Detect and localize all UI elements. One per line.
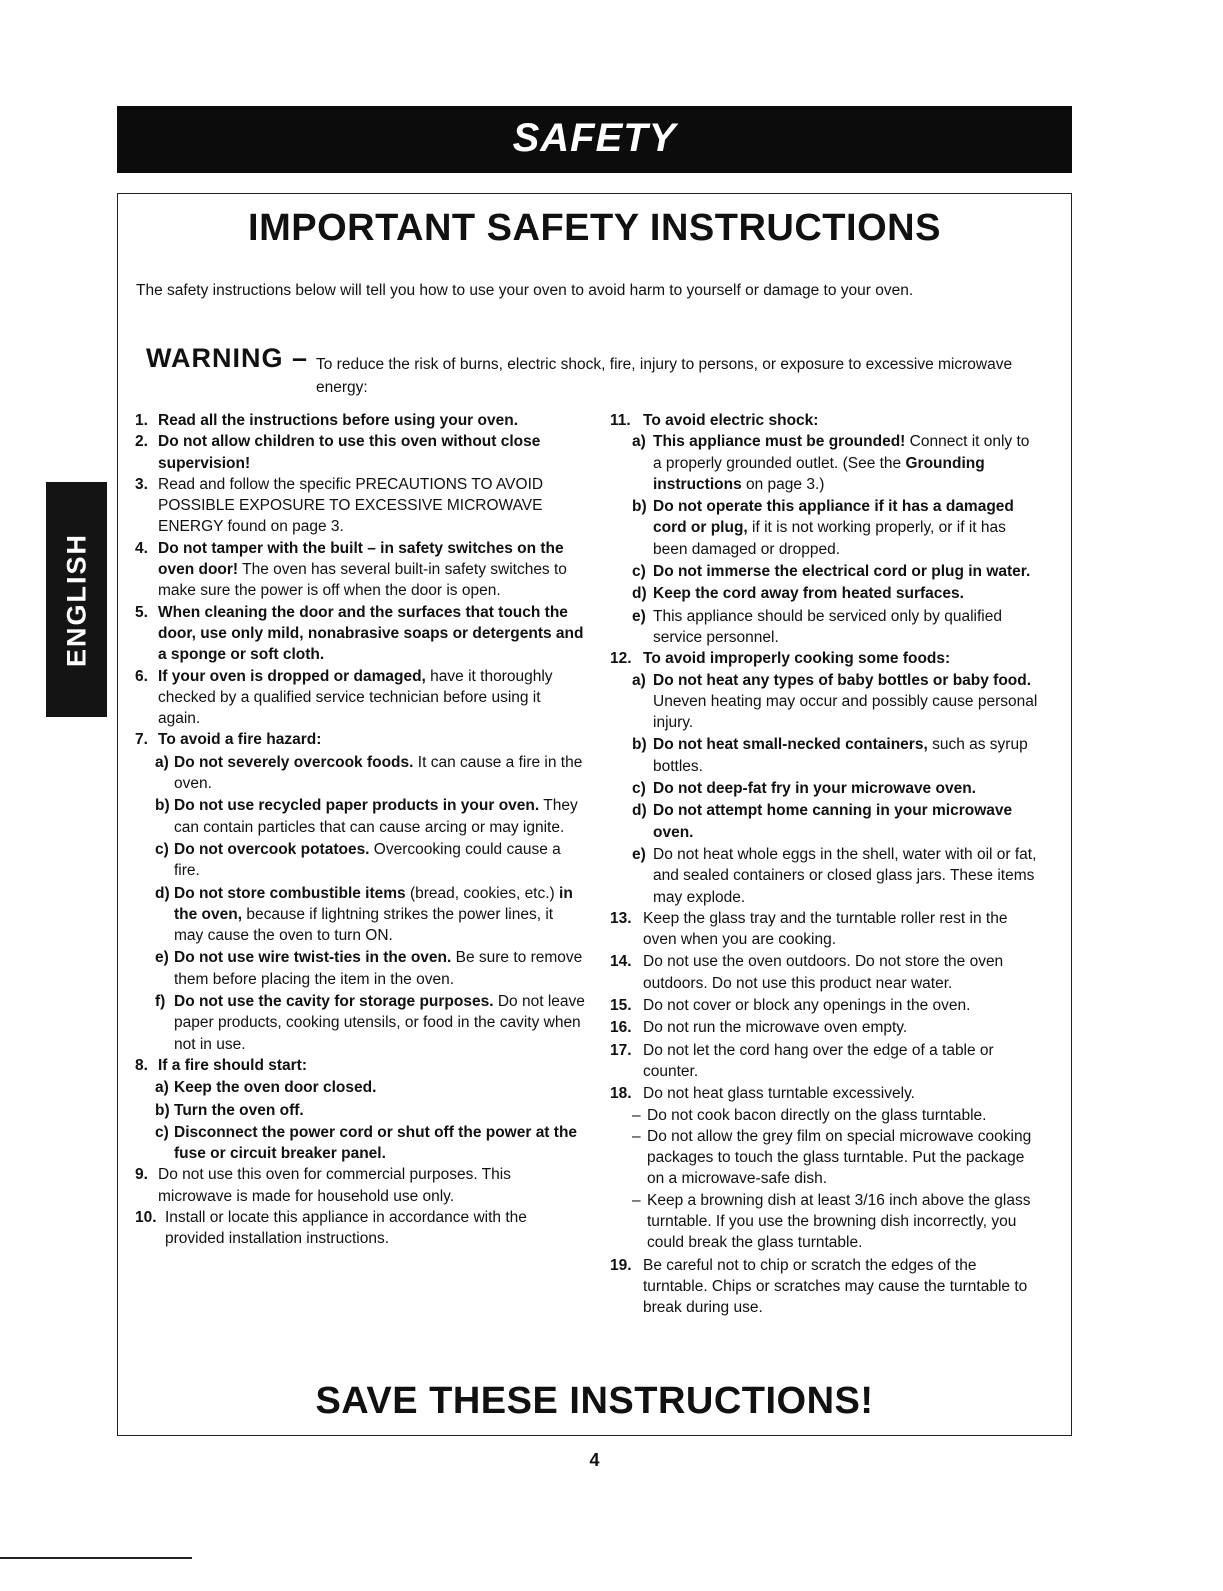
sub-item-letter: d): [632, 585, 647, 603]
sub-item-text: on page 3.): [741, 475, 825, 493]
sub-item-letter: a): [155, 1079, 169, 1097]
sub-item: [610, 778, 1042, 799]
sub-item-letter: c): [155, 1123, 169, 1141]
list-item: [610, 1255, 1042, 1319]
item-text: Keep the glass tray and the turntable roller rest in the oven when you are cooking.: [643, 909, 1008, 949]
sub-item: [135, 752, 585, 795]
page-number: 4: [589, 1450, 600, 1470]
item-text: When cleaning the door and the surfaces that touch the door, use only mild, nonabrasive soaps or detergents and a sponge or soft cloth.: [158, 603, 584, 664]
save-instructions-heading: SAVE THESE INSTRUCTIONS!: [315, 1380, 874, 1422]
sub-item: [610, 431, 1042, 495]
sub-item-text: Overcooking could cause a fire.: [174, 840, 561, 880]
sub-item: [610, 496, 1042, 560]
item-number: 17.: [610, 1041, 632, 1059]
item-number: 3.: [135, 475, 148, 493]
list-item: [135, 666, 585, 730]
sub-item-text: Disconnect the power cord or shut off the power at the fuse or circuit breaker panel.: [174, 1123, 578, 1163]
sub-item-text: Do not use wire twist-ties in the oven.: [174, 949, 452, 967]
item-text: have it thoroughly checked by a qualified service technician before using it again.: [158, 667, 553, 728]
sub-item-letter: a): [632, 671, 646, 689]
item-text: The oven has several built-in safety switches to make sure the power is off when the door is open.: [158, 561, 567, 600]
item-text: Do not use this oven for commercial purposes. This microwave is made for household use only.: [158, 1166, 511, 1205]
item-number: 19.: [610, 1256, 632, 1274]
sub-item-letter: e): [632, 607, 646, 625]
list-item: [135, 1164, 585, 1207]
language-tab-label: ENGLISH: [61, 532, 91, 667]
dash-item: [610, 1105, 1042, 1126]
item-number: 11.: [610, 412, 631, 429]
item-number: 2.: [135, 433, 148, 451]
dash-item-text: Keep a browning dish at least 3/16 inch above the glass turntable. If you use the browning dish incorrectly, you could break the glass turntable.: [647, 1191, 1031, 1252]
sub-item: [135, 1077, 585, 1098]
item-number: 6.: [135, 667, 148, 685]
item-number: 12.: [610, 650, 632, 668]
item-text: Do not let the cord hang over the edge of a table or counter.: [643, 1041, 994, 1080]
sub-item-text: It can cause a fire in the oven.: [174, 753, 583, 793]
sub-item: [610, 670, 1042, 734]
sub-item-letter: e): [632, 845, 646, 863]
page-title: IMPORTANT SAFETY INSTRUCTIONS: [248, 207, 941, 249]
sub-item: [610, 734, 1042, 777]
sub-item-text: Do not deep-fat fry in your microwave oven.: [653, 780, 976, 798]
warning-text: To reduce the risk of burns, electric shock, fire, injury to persons, or exposure to excessive microwave energy:: [316, 356, 1013, 396]
sub-item: [135, 795, 585, 838]
item-text: Do not run the microwave oven empty.: [643, 1019, 908, 1037]
warning-label: WARNING –: [146, 343, 309, 373]
sub-item-text: Keep the cord away from heated surfaces.: [653, 585, 964, 603]
sub-item-text: if it is not working properly, or if it has been damaged or dropped.: [653, 519, 1006, 558]
item-number: 18.: [610, 1085, 632, 1103]
dash-item-text: Do not allow the grey film on special microwave cooking packages to touch the glass turntable. Put the package on a microwave-safe dish.: [647, 1127, 1032, 1188]
list-item: [610, 648, 1042, 669]
item-number: 13.: [610, 909, 632, 927]
dash-marker: –: [632, 1191, 641, 1209]
item-number: 8.: [135, 1056, 148, 1074]
sub-item-text: Do not operate this appliance if it has a damaged cord or plug,: [653, 498, 1014, 537]
list-item: [610, 1017, 1042, 1038]
list-item: [135, 1055, 585, 1076]
sub-item: [610, 800, 1042, 843]
sub-item-text: They can contain particles that can cause arcing or may ignite.: [174, 797, 578, 836]
sub-item-text: Do not use the cavity for storage purposes.: [174, 993, 494, 1011]
sub-item-letter: c): [632, 563, 646, 581]
item-text: found on page 3.: [223, 518, 344, 536]
item-text: If a fire should start:: [158, 1056, 307, 1074]
item-text: Read and follow the specific: [158, 475, 356, 493]
list-item: [610, 410, 1042, 431]
item-text: Do not tamper with the built – in safety switches on the oven door!: [158, 539, 564, 579]
sub-item-text: such as syrup bottles.: [653, 736, 1028, 775]
item-text: PRECAUTIONS TO AVOID POSSIBLE EXPOSURE TO EXCESSIVE MICROWAVE ENERGY: [158, 475, 544, 536]
list-item: [135, 602, 585, 666]
sub-item-text: in the oven,: [174, 884, 573, 923]
list-item: [610, 1040, 1042, 1083]
sub-item: [135, 1122, 585, 1165]
sub-item-text: Do not severely overcook foods.: [174, 753, 414, 771]
list-item: [135, 1207, 585, 1250]
item-text: To avoid a fire hazard:: [158, 731, 322, 749]
sub-item: [135, 839, 585, 882]
banner-title: SAFETY: [512, 116, 677, 160]
sub-item-text: Do not leave paper products, cooking utensils, or food in the cavity when not in use.: [174, 993, 585, 1053]
list-item: [135, 538, 585, 602]
sub-item: [135, 991, 585, 1055]
item-number: 4.: [135, 539, 148, 557]
list-item: [135, 729, 585, 750]
item-text: To avoid improperly cooking some foods:: [643, 650, 951, 668]
sub-item-letter: b): [155, 797, 170, 815]
item-number: 14.: [610, 953, 632, 971]
item-text: If your oven is dropped or damaged,: [158, 667, 426, 685]
sub-item-text: Do not overcook potatoes.: [174, 840, 370, 858]
sub-item-text: Grounding instructions: [653, 454, 985, 493]
list-item: [610, 951, 1042, 994]
list-item: [135, 431, 585, 474]
dash-marker: –: [632, 1127, 641, 1145]
sub-item-text: Do not use recycled paper products in your oven.: [174, 797, 540, 815]
sub-item-text: Do not immerse the electrical cord or plug in water.: [653, 563, 1031, 581]
sub-item-text: This appliance must be grounded!: [653, 433, 906, 451]
sub-item-text: Do not store combustible items: [174, 884, 406, 902]
sub-item-text: Be sure to remove them before placing the item in the oven.: [174, 949, 583, 988]
dash-item: [610, 1126, 1042, 1190]
sub-item-text: Keep the oven door closed.: [174, 1079, 377, 1097]
sub-item-text: (bread, cookies, etc.): [405, 884, 560, 902]
item-text: To avoid electric shock:: [643, 412, 819, 429]
dash-item: [610, 1190, 1042, 1254]
list-item: [135, 410, 585, 431]
language-tab: [46, 482, 107, 717]
sub-item-letter: d): [155, 884, 170, 902]
sub-item-text: Turn the oven off.: [174, 1101, 304, 1119]
list-item: [610, 995, 1042, 1016]
list-item: [135, 474, 585, 538]
item-text: Be careful not to chip or scratch the edges of the turntable. Chips or scratches may cause the turntable to break during use.: [643, 1256, 1028, 1317]
sub-item-text: This appliance should be serviced only by qualified service personnel.: [653, 607, 1002, 646]
item-text: Do not heat glass turntable excessively.: [643, 1085, 915, 1103]
item-number: 9.: [135, 1166, 148, 1184]
sub-item-text: because if lightning strikes the power lines, it may cause the oven to turn ON.: [174, 905, 554, 945]
sub-item: [135, 1100, 585, 1121]
section-banner: [117, 106, 1072, 173]
right-column: [610, 410, 1042, 1318]
list-item: [610, 908, 1042, 951]
dash-item-text: Do not cook bacon directly on the glass turntable.: [647, 1106, 987, 1124]
dash-marker: –: [632, 1106, 641, 1124]
item-number: 1.: [135, 412, 148, 429]
sub-item-letter: e): [155, 949, 169, 967]
sub-item-text: Do not heat whole eggs in the shell, water with oil or fat, and sealed containers or closed glass jars. These items may explode.: [653, 845, 1037, 906]
sub-item-text: Uneven heating may occur and possibly cause personal injury.: [653, 692, 1038, 732]
sub-item-text: Do not attempt home canning in your microwave oven.: [653, 802, 1013, 841]
sub-item-letter: a): [155, 753, 169, 771]
sub-item-letter: b): [632, 736, 647, 754]
item-text: Do not use the oven outdoors. Do not store the oven outdoors. Do not use this product near water.: [643, 953, 1004, 992]
sub-item-letter: b): [632, 498, 647, 516]
sub-item-text: Do not heat small-necked containers,: [653, 736, 928, 754]
sub-item-text: Do not heat any types of baby bottles or baby food.: [653, 671, 1032, 689]
sub-item-letter: c): [155, 840, 169, 858]
left-column: [135, 410, 585, 1250]
item-text: Do not allow children to use this oven without close supervision!: [158, 433, 541, 472]
sub-item: [610, 844, 1042, 908]
item-number: 10.: [135, 1208, 157, 1226]
sub-item-letter: a): [632, 433, 646, 451]
item-number: 15.: [610, 997, 632, 1015]
sub-item: [610, 606, 1042, 649]
sub-item: [610, 561, 1042, 582]
sub-item-letter: c): [632, 780, 646, 798]
sub-item-text: Connect it only to a properly grounded outlet. (See the: [653, 433, 1030, 472]
item-text: Install or locate this appliance in accordance with the provided installation instructions.: [165, 1208, 527, 1248]
sub-item-letter: b): [155, 1101, 170, 1119]
item-number: 16.: [610, 1019, 632, 1037]
item-number: 7.: [135, 731, 148, 749]
footer-rule: [0, 1557, 192, 1559]
sub-item: [610, 583, 1042, 604]
intro-text: The safety instructions below will tell you how to use your oven to avoid harm to yourself or damage to your oven.: [136, 282, 914, 299]
sub-item: [135, 947, 585, 990]
item-text: Do not cover or block any openings in the oven.: [643, 997, 971, 1015]
list-item: [610, 1083, 1042, 1104]
item-number: 5.: [135, 603, 148, 621]
sub-item-letter: d): [632, 802, 647, 820]
item-text: Read all the instructions before using your oven.: [158, 412, 519, 429]
sub-item: [135, 883, 585, 947]
sub-item-letter: f): [155, 993, 166, 1011]
